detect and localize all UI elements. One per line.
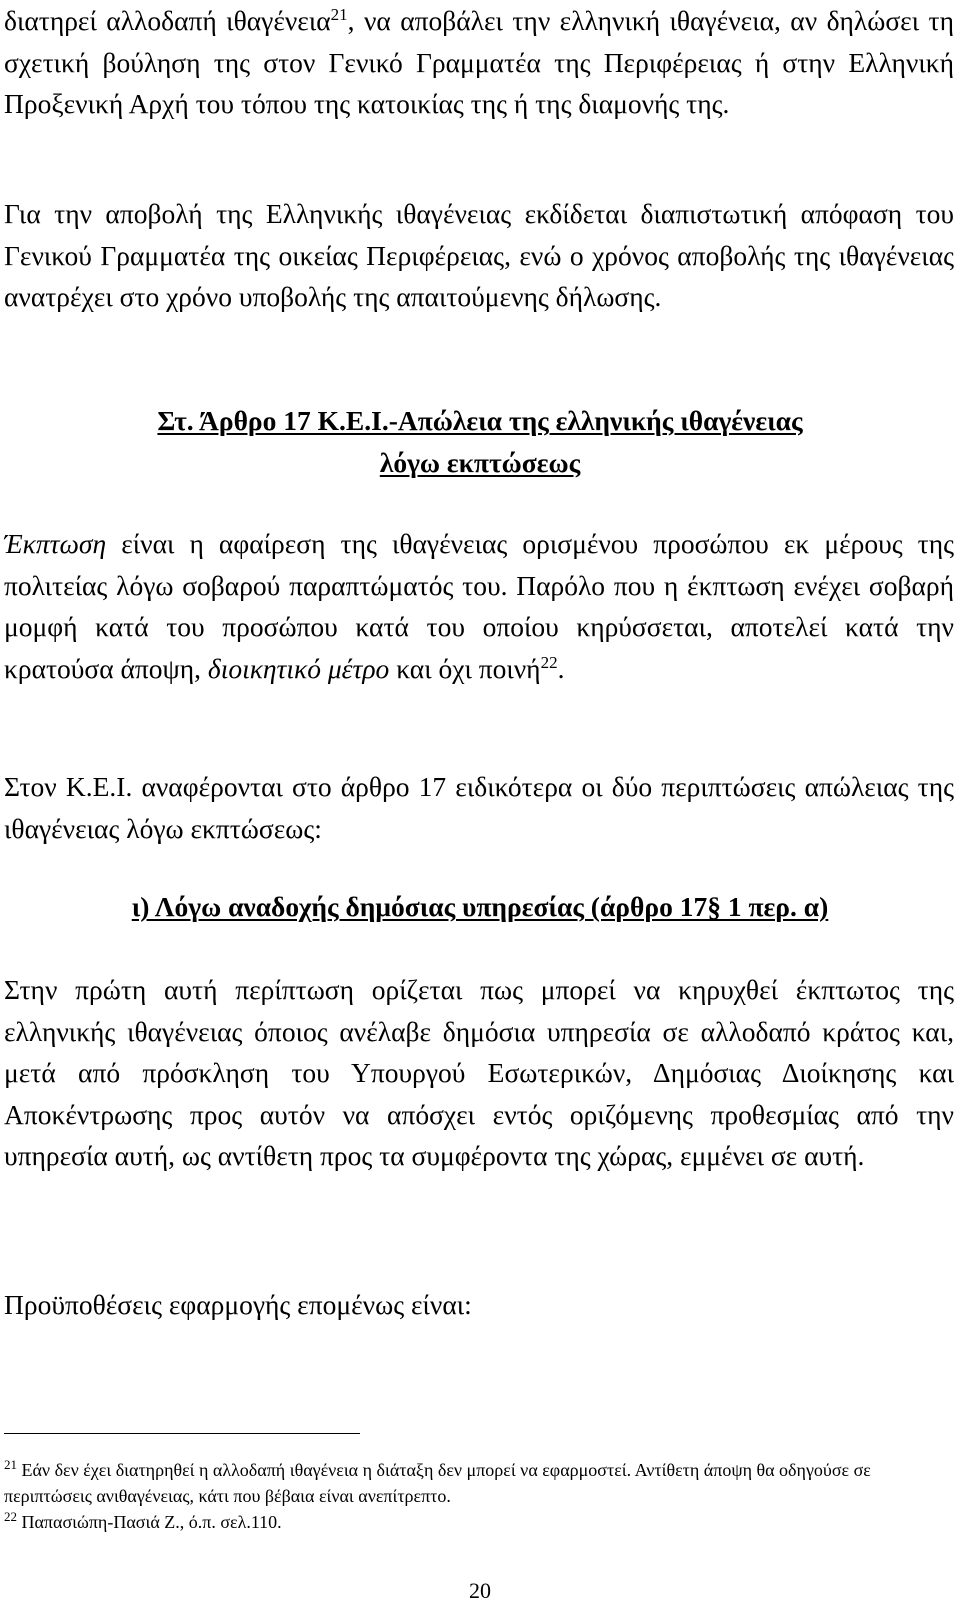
footnote-number: 22: [4, 1509, 17, 1524]
article-heading-line-2: λόγω εκπτώσεως: [379, 446, 581, 478]
paragraph-text: διατηρεί αλλοδαπή ιθαγένεια: [4, 5, 331, 36]
article-heading: [0, 400, 960, 483]
subheading-public-service: [0, 886, 960, 928]
paragraph-prerequisites: Προϋποθέσεις εφαρμογής επομένως είναι:: [4, 1289, 472, 1320]
footnote-22: [4, 1509, 954, 1535]
paragraph-text: , να αποβάλει την ελληνική ιθαγένεια, αν δηλώσει τη σχετική βούληση της στον Γενικό Γραμματέα της Περιφέρειας ή στην Ελληνική Προξενική Αρχή του τόπου της κατοικίας της ή της διαμονής της.: [4, 5, 954, 119]
footnote-ref-22[interactable]: 22: [540, 652, 558, 672]
paragraph-two-cases: Στον Κ.Ε.Ι. αναφέρονται στο άρθρο 17 ειδικότερα οι δύο περιπτώσεις απώλειας της ιθαγένειας λόγω εκπτώσεως:: [4, 771, 954, 844]
paragraph-declaratory-decision: Για την αποβολή της Ελληνικής ιθαγένειας εκδίδεται διαπιστωτική απόφαση του Γενικού Γραμματέα της οικείας Περιφέρειας, ενώ ο χρόνος αποβολής της ιθαγένειας ανατρέχει στο χρόνο υποβολής της απαιτούμενης δήλωσης.: [4, 198, 954, 312]
footnote-ref-21[interactable]: 21: [330, 4, 348, 24]
term-deprivation: Έκπτωση: [4, 528, 107, 559]
footnotes: [4, 1457, 954, 1535]
paragraph-text: και όχι ποινή: [389, 652, 541, 684]
paragraph-definition-deprivation: [4, 523, 954, 689]
paragraph-text: .: [557, 652, 565, 684]
paragraph-retention-foreign-citizenship: [4, 0, 954, 125]
footnote-number: 21: [4, 1457, 17, 1472]
article-heading-line-1: Στ. Άρθρο 17 Κ.Ε.Ι.-Απώλεια της ελληνικής ιθαγένειας: [157, 405, 803, 436]
subheading-text: ι) Λόγω αναδοχής δημόσιας υπηρεσίας (άρθρο 17§ 1 περ. α): [131, 891, 829, 922]
paragraph-text: είναι η αφαίρεση της ιθαγένειας ορισμένου προσώπου εκ μέρους της πολιτείας λόγω σοβαρού παραπτώματός του. Παρόλο που η έκπτωση ενέχει σοβαρή μομφή κατά του προσώπου κατά του οποίου κηρύσσεται, αποτελεί κατά την κρατούσα άποψη,: [4, 528, 954, 684]
footnote-separator: [4, 1433, 360, 1434]
page-number: 20: [469, 1578, 491, 1603]
paragraph-first-case: Στην πρώτη αυτή περίπτωση ορίζεται πως μπορεί να κηρυχθεί έκπτωτος της ελληνικής ιθαγένειας όποιος ανέλαβε δημόσια υπηρεσία σε αλλοδαπό κράτος και, μετά από πρόσκληση του Υπουργού Εσωτερικών, Δημόσιας Διοίκησης και Αποκέντρωσης προς αυτόν να απόσχει εντός οριζόμενης προθεσμίας από την υπηρεσία αυτή, ως αντίθετη προς τα συμφέροντα της χώρας, εμμένει σε αυτή.: [4, 974, 954, 1171]
footnote-text: Εάν δεν έχει διατηρηθεί η αλλοδαπή ιθαγένεια η διάταξη δεν μπορεί να εφαρμοστεί. Αντίθετη άποψη θα οδηγούσε σε περιπτώσεις ανιθαγένειας, κάτι που βέβαια είναι ανεπίτρεπτο.: [4, 1460, 871, 1506]
footnote-text: Παπασιώπη-Πασιά Ζ., ό.π. σελ.110.: [17, 1512, 282, 1532]
footnote-21: [4, 1457, 954, 1509]
term-administrative-measure: διοικητικό μέτρο: [207, 652, 390, 684]
